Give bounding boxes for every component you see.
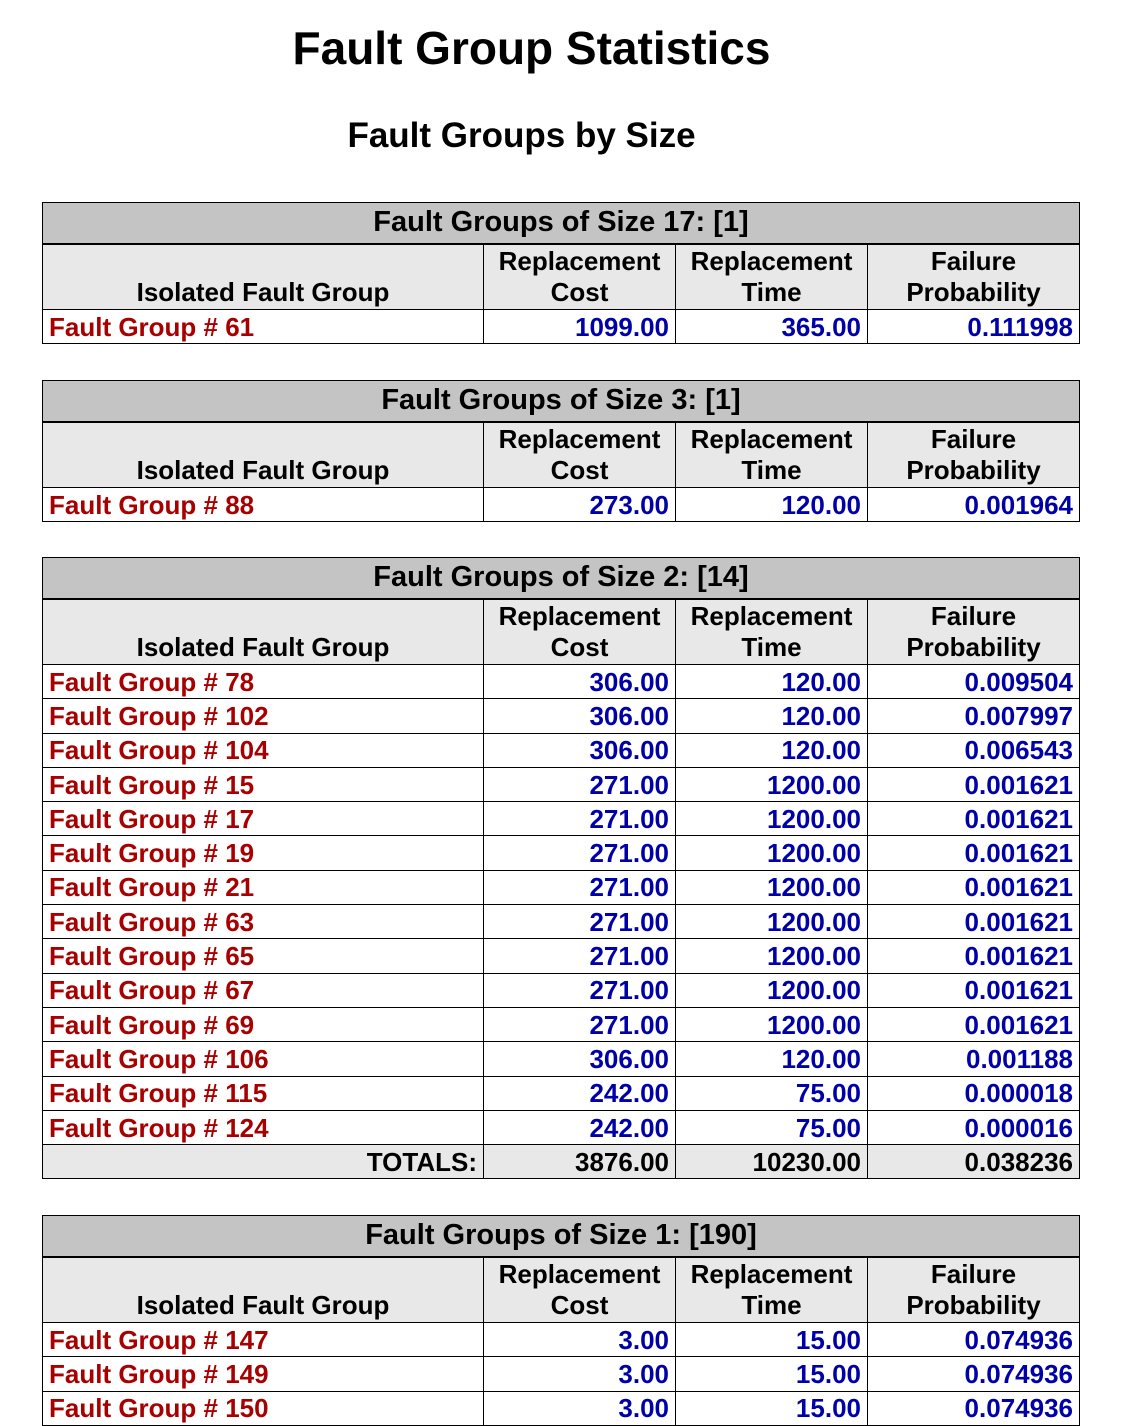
header-failure-probability-text: Failure (930, 601, 1017, 631)
failure-probability-cell: 0.001188 (868, 1042, 1080, 1076)
totals-row (43, 1145, 1080, 1179)
replacement-time-cell: 1200.00 (676, 905, 868, 939)
header-failure-probability-text: Failure (930, 424, 1017, 454)
fault-group-name: Fault Group # 19 (43, 836, 484, 870)
fault-group-name: Fault Group # 17 (43, 802, 484, 836)
replacement-time-cell: 1200.00 (676, 939, 868, 973)
header-replacement-cost (484, 422, 676, 488)
header-replacement-time-text: Time (741, 455, 802, 485)
replacement-cost-cell: 242.00 (484, 1076, 676, 1110)
header-failure-probability-text: Probability (906, 277, 1041, 307)
header-replacement-time-text: Replacement (690, 1259, 853, 1289)
replacement-time-cell: 75.00 (676, 1076, 868, 1110)
table-row (43, 1357, 1080, 1391)
fault-group-name: Fault Group # 78 (43, 665, 484, 699)
replacement-time-cell: 15.00 (676, 1357, 868, 1391)
failure-probability-cell: 0.074936 (868, 1357, 1080, 1391)
totals-replacement-time: 10230.00 (676, 1145, 868, 1179)
header-replacement-cost-text: Cost (550, 1290, 609, 1320)
table-row (43, 310, 1080, 344)
header-replacement-time (676, 422, 868, 488)
failure-probability-cell: 0.111998 (868, 310, 1080, 344)
fault-group-name: Fault Group # 102 (43, 699, 484, 733)
header-replacement-cost (484, 599, 676, 665)
replacement-time-cell: 1200.00 (676, 1007, 868, 1041)
header-replacement-time (676, 599, 868, 665)
failure-probability-cell: 0.074936 (868, 1391, 1080, 1425)
failure-probability-cell: 0.000016 (868, 1110, 1080, 1144)
header-replacement-time-text: Replacement (690, 246, 853, 276)
fault-group-name: Fault Group # 124 (43, 1110, 484, 1144)
table-row (43, 905, 1080, 939)
header-failure-probability-text: Failure (930, 1259, 1017, 1289)
replacement-cost-cell: 3.00 (484, 1357, 676, 1391)
header-isolated-fault-group (43, 244, 484, 310)
failure-probability-cell: 0.001621 (868, 802, 1080, 836)
failure-probability-cell: 0.001621 (868, 767, 1080, 801)
failure-probability-cell: 0.001621 (868, 870, 1080, 904)
header-replacement-time-text: Time (741, 1290, 802, 1320)
fault-group-name: Fault Group # 15 (43, 767, 484, 801)
header-replacement-cost-text: Replacement (498, 1259, 661, 1289)
header-isolated-fault-group (43, 599, 484, 665)
fault-group-table (42, 202, 1080, 344)
table-row (43, 1042, 1080, 1076)
fault-group-name: Fault Group # 63 (43, 905, 484, 939)
table-row (43, 767, 1080, 801)
header-replacement-time-text: Replacement (690, 424, 853, 454)
replacement-cost-cell: 271.00 (484, 870, 676, 904)
table-caption: Fault Groups of Size 1: [190] (43, 1216, 1080, 1257)
replacement-time-cell: 1200.00 (676, 802, 868, 836)
header-failure-probability-text: Probability (906, 632, 1041, 662)
fault-group-name: Fault Group # 147 (43, 1323, 484, 1357)
failure-probability-cell: 0.001964 (868, 488, 1080, 522)
replacement-time-cell: 120.00 (676, 665, 868, 699)
header-replacement-time-text: Time (741, 632, 802, 662)
replacement-cost-cell: 273.00 (484, 488, 676, 522)
replacement-cost-cell: 3.00 (484, 1323, 676, 1357)
fault-group-name: Fault Group # 21 (43, 870, 484, 904)
header-replacement-time (676, 244, 868, 310)
table-row (43, 1007, 1080, 1041)
header-replacement-cost (484, 1257, 676, 1323)
replacement-time-cell: 15.00 (676, 1391, 868, 1425)
fault-group-table (42, 557, 1080, 1179)
replacement-cost-cell: 271.00 (484, 973, 676, 1007)
header-failure-probability-text: Probability (906, 1290, 1041, 1320)
header-replacement-time (676, 1257, 868, 1323)
header-isolated-fault-group-text: Isolated Fault Group (136, 455, 390, 485)
header-failure-probability (868, 422, 1080, 488)
failure-probability-cell: 0.001621 (868, 973, 1080, 1007)
header-replacement-time-text: Replacement (690, 601, 853, 631)
replacement-time-cell: 75.00 (676, 1110, 868, 1144)
replacement-cost-cell: 3.00 (484, 1391, 676, 1425)
failure-probability-cell: 0.006543 (868, 733, 1080, 767)
failure-probability-cell: 0.000018 (868, 1076, 1080, 1110)
table-caption: Fault Groups of Size 2: [14] (43, 558, 1080, 599)
table-caption: Fault Groups of Size 17: [1] (43, 203, 1080, 244)
header-replacement-cost-text: Replacement (498, 601, 661, 631)
fault-group-table (42, 380, 1080, 522)
fault-group-name: Fault Group # 115 (43, 1076, 484, 1110)
fault-group-name: Fault Group # 104 (43, 733, 484, 767)
table-row (43, 836, 1080, 870)
fault-group-name: Fault Group # 150 (43, 1391, 484, 1425)
table-row (43, 1323, 1080, 1357)
replacement-cost-cell: 306.00 (484, 665, 676, 699)
replacement-time-cell: 365.00 (676, 310, 868, 344)
replacement-cost-cell: 306.00 (484, 733, 676, 767)
header-replacement-time-text: Time (741, 277, 802, 307)
fault-group-table (42, 1215, 1080, 1426)
header-isolated-fault-group-text: Isolated Fault Group (136, 1290, 390, 1320)
fault-group-name: Fault Group # 61 (43, 310, 484, 344)
failure-probability-cell: 0.009504 (868, 665, 1080, 699)
replacement-cost-cell: 271.00 (484, 905, 676, 939)
replacement-cost-cell: 271.00 (484, 767, 676, 801)
header-replacement-cost-text: Cost (550, 632, 609, 662)
replacement-cost-cell: 242.00 (484, 1110, 676, 1144)
replacement-time-cell: 120.00 (676, 1042, 868, 1076)
table-row (43, 870, 1080, 904)
fault-group-name: Fault Group # 67 (43, 973, 484, 1007)
header-replacement-cost-text: Cost (550, 277, 609, 307)
header-replacement-cost-text: Replacement (498, 246, 661, 276)
table-row (43, 939, 1080, 973)
header-replacement-cost-text: Cost (550, 455, 609, 485)
table-row (43, 973, 1080, 1007)
section-title: Fault Groups by Size (347, 116, 696, 155)
failure-probability-cell: 0.001621 (868, 939, 1080, 973)
table-row (43, 488, 1080, 522)
header-isolated-fault-group-text: Isolated Fault Group (136, 632, 390, 662)
header-isolated-fault-group (43, 422, 484, 488)
replacement-cost-cell: 271.00 (484, 802, 676, 836)
replacement-cost-cell: 271.00 (484, 836, 676, 870)
failure-probability-cell: 0.007997 (868, 699, 1080, 733)
header-replacement-cost (484, 244, 676, 310)
header-failure-probability (868, 244, 1080, 310)
fault-group-name: Fault Group # 65 (43, 939, 484, 973)
replacement-cost-cell: 306.00 (484, 699, 676, 733)
table-row (43, 699, 1080, 733)
header-failure-probability (868, 1257, 1080, 1323)
failure-probability-cell: 0.001621 (868, 905, 1080, 939)
table-row (43, 733, 1080, 767)
fault-group-name: Fault Group # 88 (43, 488, 484, 522)
failure-probability-cell: 0.001621 (868, 836, 1080, 870)
header-replacement-cost-text: Replacement (498, 424, 661, 454)
table-row (43, 1110, 1080, 1144)
table-row (43, 802, 1080, 836)
header-failure-probability-text: Probability (906, 455, 1041, 485)
table-row (43, 665, 1080, 699)
totals-replacement-cost: 3876.00 (484, 1145, 676, 1179)
replacement-time-cell: 1200.00 (676, 870, 868, 904)
table-row (43, 1391, 1080, 1425)
fault-group-name: Fault Group # 106 (43, 1042, 484, 1076)
fault-group-name: Fault Group # 149 (43, 1357, 484, 1391)
header-isolated-fault-group-text: Isolated Fault Group (136, 277, 390, 307)
replacement-cost-cell: 271.00 (484, 939, 676, 973)
totals-label: TOTALS: (43, 1145, 484, 1179)
page-title: Fault Group Statistics (292, 22, 771, 74)
replacement-time-cell: 1200.00 (676, 973, 868, 1007)
replacement-cost-cell: 1099.00 (484, 310, 676, 344)
table-row (43, 1076, 1080, 1110)
replacement-cost-cell: 306.00 (484, 1042, 676, 1076)
replacement-time-cell: 1200.00 (676, 836, 868, 870)
header-isolated-fault-group (43, 1257, 484, 1323)
table-caption: Fault Groups of Size 3: [1] (43, 381, 1080, 422)
replacement-time-cell: 120.00 (676, 733, 868, 767)
failure-probability-cell: 0.074936 (868, 1323, 1080, 1357)
failure-probability-cell: 0.001621 (868, 1007, 1080, 1041)
totals-failure-probability: 0.038236 (868, 1145, 1080, 1179)
replacement-time-cell: 120.00 (676, 699, 868, 733)
replacement-time-cell: 1200.00 (676, 767, 868, 801)
header-failure-probability (868, 599, 1080, 665)
header-failure-probability-text: Failure (930, 246, 1017, 276)
replacement-cost-cell: 271.00 (484, 1007, 676, 1041)
replacement-time-cell: 15.00 (676, 1323, 868, 1357)
replacement-time-cell: 120.00 (676, 488, 868, 522)
fault-group-name: Fault Group # 69 (43, 1007, 484, 1041)
